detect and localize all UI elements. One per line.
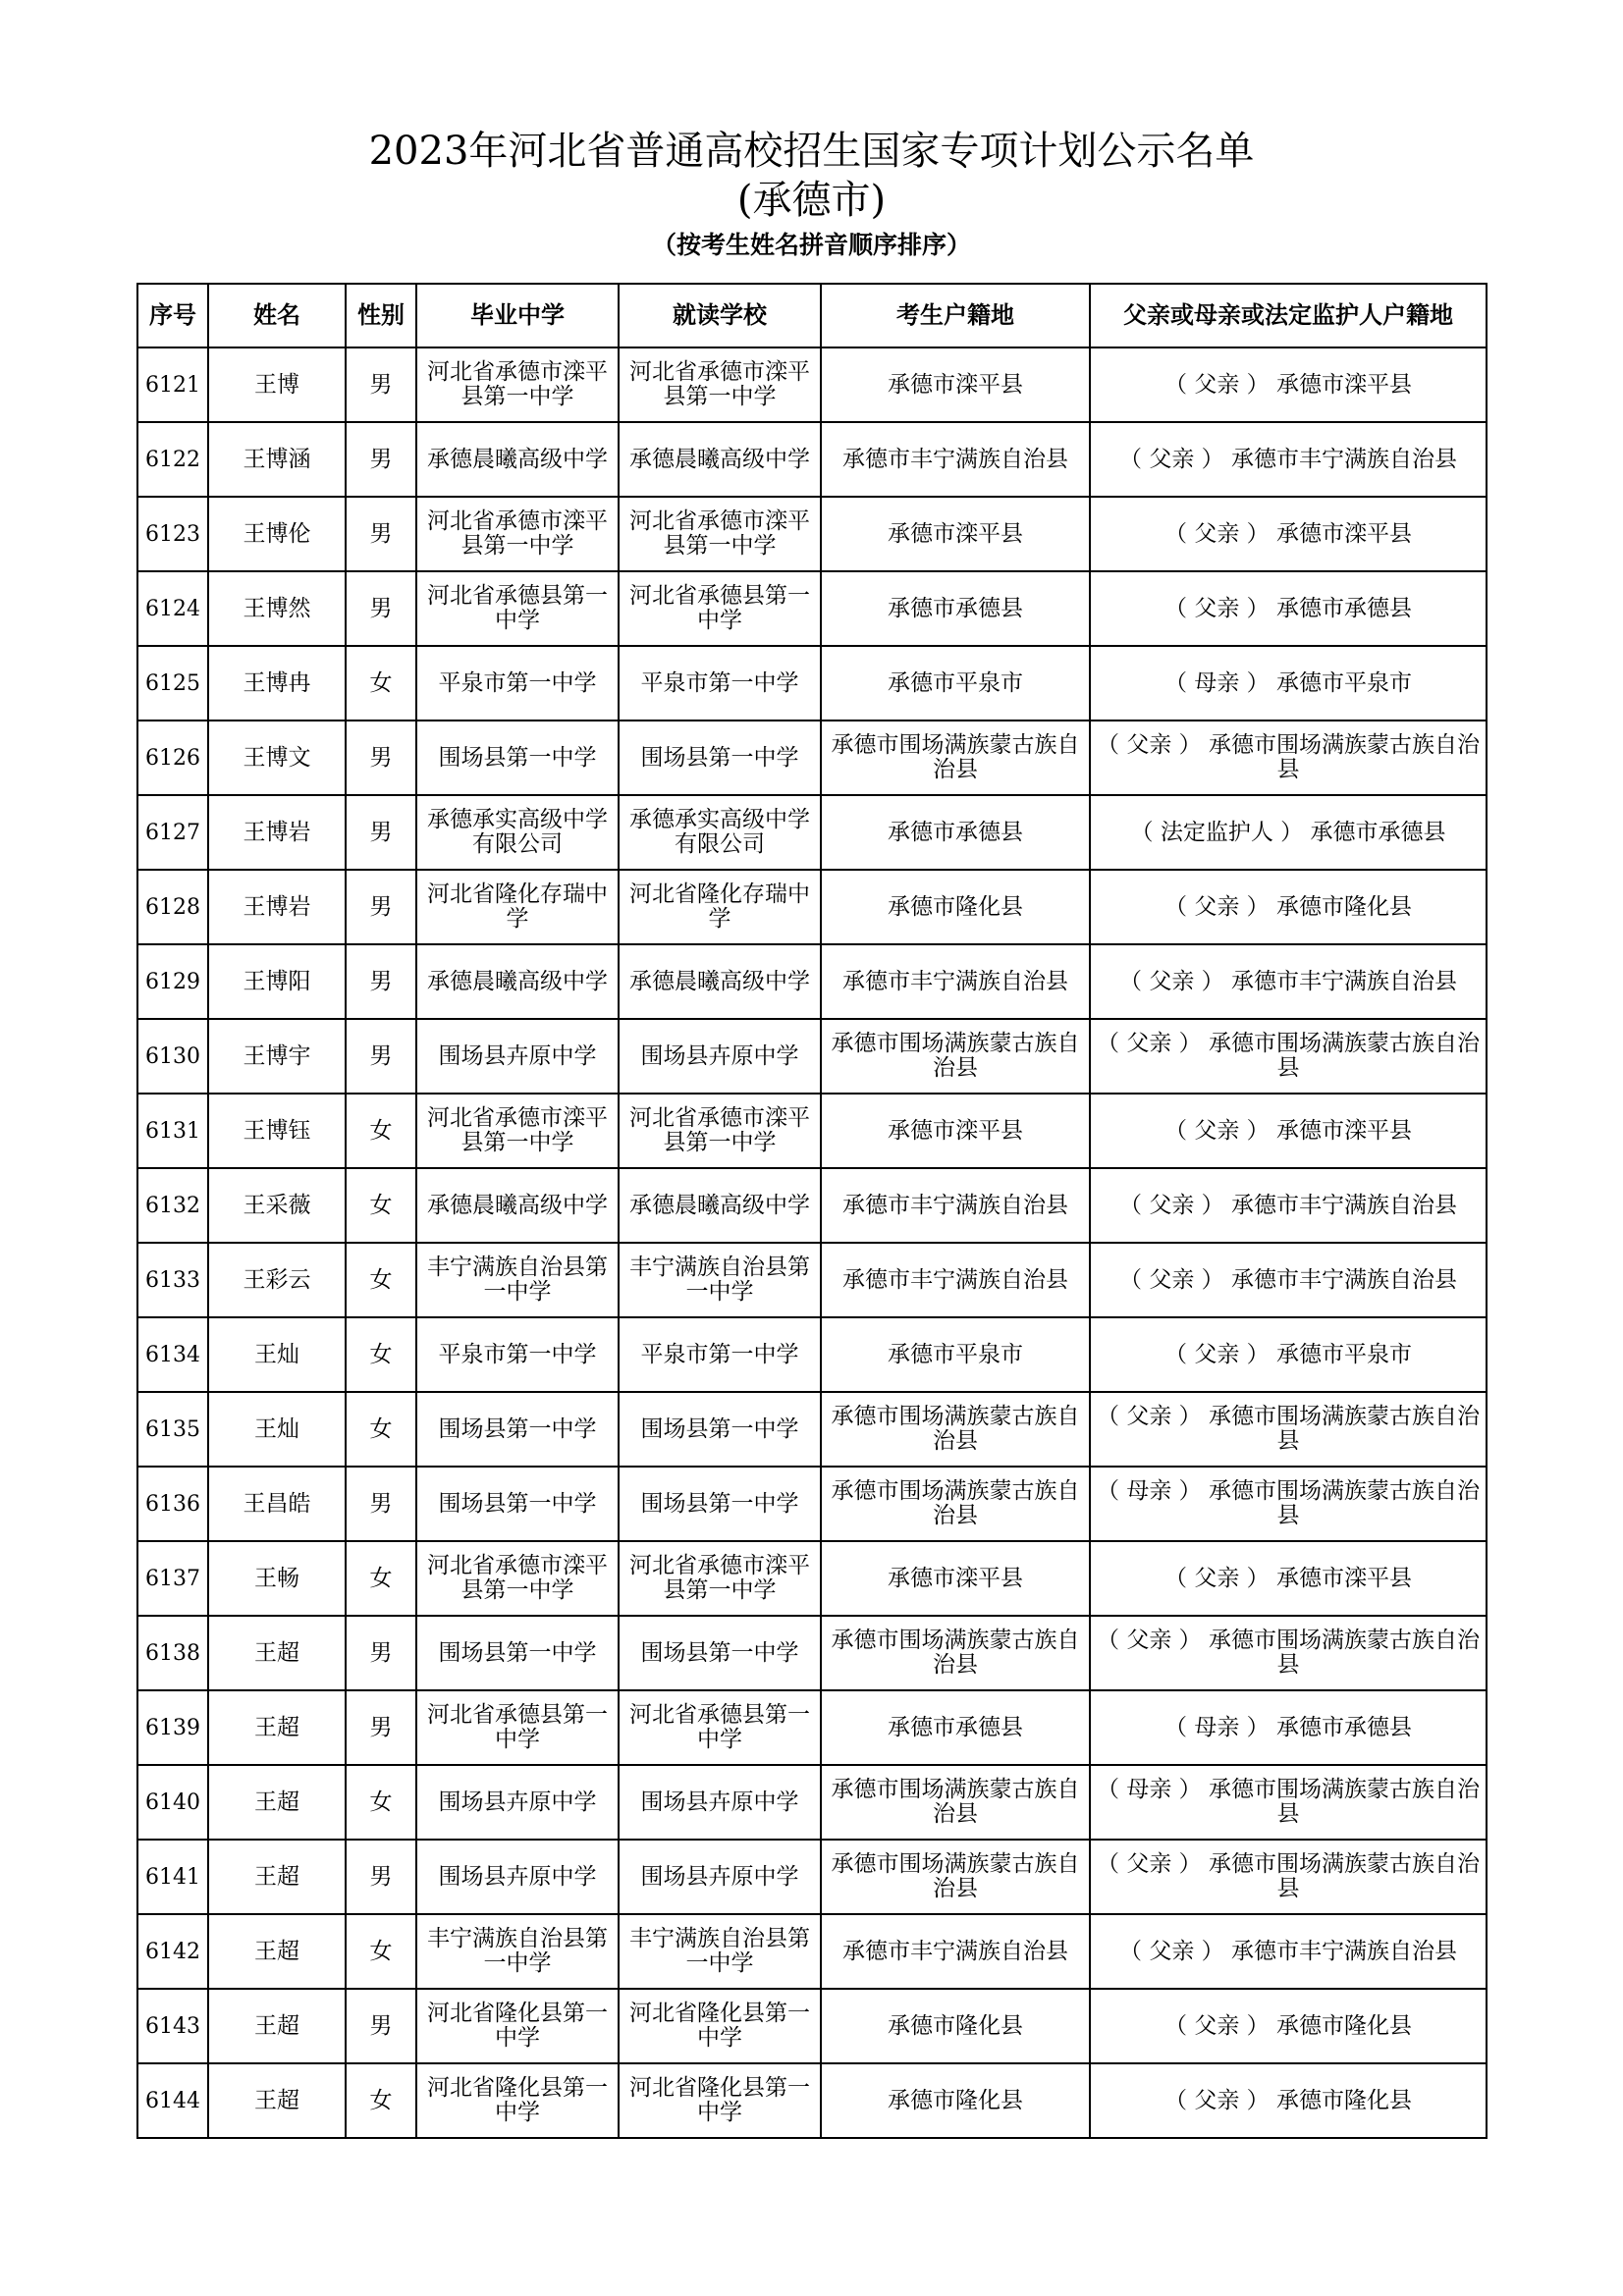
table-row — [137, 1168, 1487, 1243]
cell-gender: 男 — [346, 1989, 416, 2063]
cell-guardian-hukou: （ 父亲 ） 承德市围场满族蒙古族自治县 — [1090, 721, 1487, 795]
cell-seq: 6135 — [137, 1392, 208, 1467]
cell-attending-school: 围场县第一中学 — [619, 1392, 821, 1467]
cell-graduated-school: 河北省隆化县第一中学 — [416, 1989, 619, 2063]
cell-name: 王超 — [208, 2063, 346, 2138]
cell-student-hukou: 承德市丰宁满族自治县 — [821, 1914, 1090, 1989]
cell-student-hukou: 承德市滦平县 — [821, 1541, 1090, 1616]
cell-student-hukou: 承德市滦平县 — [821, 497, 1090, 571]
cell-gender: 女 — [346, 1541, 416, 1616]
table-row — [137, 1467, 1487, 1541]
cell-graduated-school: 承德晨曦高级中学 — [416, 1168, 619, 1243]
cell-guardian-hukou: （ 母亲 ） 承德市平泉市 — [1090, 646, 1487, 721]
cell-gender: 男 — [346, 571, 416, 646]
cell-name: 王超 — [208, 1765, 346, 1840]
header-gender: 性别 — [346, 284, 416, 347]
cell-seq: 6139 — [137, 1690, 208, 1765]
cell-guardian-hukou: （ 父亲 ） 承德市丰宁满族自治县 — [1090, 1914, 1487, 1989]
cell-attending-school: 平泉市第一中学 — [619, 646, 821, 721]
cell-seq: 6130 — [137, 1019, 208, 1094]
cell-attending-school: 河北省承德市滦平县第一中学 — [619, 1541, 821, 1616]
cell-attending-school: 丰宁满族自治县第一中学 — [619, 1914, 821, 1989]
cell-graduated-school: 平泉市第一中学 — [416, 1317, 619, 1392]
cell-graduated-school: 河北省承德市滦平县第一中学 — [416, 347, 619, 422]
cell-graduated-school: 河北省承德县第一中学 — [416, 1690, 619, 1765]
table-row — [137, 1094, 1487, 1168]
cell-gender: 女 — [346, 1168, 416, 1243]
header-student-hukou: 考生户籍地 — [821, 284, 1090, 347]
table-row — [137, 1765, 1487, 1840]
cell-student-hukou: 承德市丰宁满族自治县 — [821, 1168, 1090, 1243]
cell-student-hukou: 承德市围场满族蒙古族自治县 — [821, 1019, 1090, 1094]
cell-guardian-hukou: （ 父亲 ） 承德市围场满族蒙古族自治县 — [1090, 1616, 1487, 1690]
cell-graduated-school: 河北省承德市滦平县第一中学 — [416, 1094, 619, 1168]
table-row — [137, 1989, 1487, 2063]
cell-seq: 6134 — [137, 1317, 208, 1392]
cell-seq: 6127 — [137, 795, 208, 870]
cell-attending-school: 围场县卉原中学 — [619, 1765, 821, 1840]
cell-guardian-hukou: （ 父亲 ） 承德市丰宁满族自治县 — [1090, 1243, 1487, 1317]
cell-seq: 6141 — [137, 1840, 208, 1914]
table-header-row — [137, 284, 1487, 347]
cell-student-hukou: 承德市丰宁满族自治县 — [821, 1243, 1090, 1317]
cell-gender: 女 — [346, 1317, 416, 1392]
table-row — [137, 870, 1487, 944]
table-row — [137, 1914, 1487, 1989]
cell-student-hukou: 承德市平泉市 — [821, 646, 1090, 721]
cell-seq: 6132 — [137, 1168, 208, 1243]
cell-gender: 男 — [346, 944, 416, 1019]
cell-graduated-school: 河北省隆化存瑞中学 — [416, 870, 619, 944]
cell-guardian-hukou: （ 父亲 ） 承德市丰宁满族自治县 — [1090, 1168, 1487, 1243]
cell-gender: 男 — [346, 422, 416, 497]
sort-note: （按考生姓名拼音顺序排序） — [651, 231, 971, 259]
cell-graduated-school: 围场县卉原中学 — [416, 1840, 619, 1914]
cell-name: 王采薇 — [208, 1168, 346, 1243]
cell-graduated-school: 平泉市第一中学 — [416, 646, 619, 721]
cell-name: 王博涵 — [208, 422, 346, 497]
table-row — [137, 2063, 1487, 2138]
cell-name: 王超 — [208, 1616, 346, 1690]
cell-student-hukou: 承德市围场满族蒙古族自治县 — [821, 1616, 1090, 1690]
cell-name: 王灿 — [208, 1317, 346, 1392]
cell-gender: 男 — [346, 1840, 416, 1914]
cell-name: 王畅 — [208, 1541, 346, 1616]
cell-name: 王昌皓 — [208, 1467, 346, 1541]
cell-guardian-hukou: （ 母亲 ） 承德市围场满族蒙古族自治县 — [1090, 1765, 1487, 1840]
cell-seq: 6123 — [137, 497, 208, 571]
cell-guardian-hukou: （ 父亲 ） 承德市隆化县 — [1090, 870, 1487, 944]
cell-name: 王博宇 — [208, 1019, 346, 1094]
cell-guardian-hukou: （ 父亲 ） 承德市隆化县 — [1090, 1989, 1487, 2063]
cell-name: 王博阳 — [208, 944, 346, 1019]
cell-name: 王超 — [208, 1989, 346, 2063]
cell-seq: 6129 — [137, 944, 208, 1019]
table-row — [137, 1840, 1487, 1914]
cell-attending-school: 围场县第一中学 — [619, 721, 821, 795]
cell-student-hukou: 承德市平泉市 — [821, 1317, 1090, 1392]
cell-guardian-hukou: （ 法定监护人 ） 承德市承德县 — [1090, 795, 1487, 870]
cell-attending-school: 承德晨曦高级中学 — [619, 944, 821, 1019]
table-row — [137, 721, 1487, 795]
cell-guardian-hukou: （ 父亲 ） 承德市滦平县 — [1090, 497, 1487, 571]
cell-graduated-school: 丰宁满族自治县第一中学 — [416, 1914, 619, 1989]
cell-graduated-school: 承德承实高级中学有限公司 — [416, 795, 619, 870]
cell-gender: 女 — [346, 1094, 416, 1168]
cell-gender: 女 — [346, 646, 416, 721]
cell-student-hukou: 承德市围场满族蒙古族自治县 — [821, 721, 1090, 795]
cell-seq: 6128 — [137, 870, 208, 944]
cell-attending-school: 承德晨曦高级中学 — [619, 422, 821, 497]
cell-attending-school: 河北省隆化县第一中学 — [619, 1989, 821, 2063]
cell-name: 王博然 — [208, 571, 346, 646]
cell-graduated-school: 围场县第一中学 — [416, 1616, 619, 1690]
cell-seq: 6140 — [137, 1765, 208, 1840]
cell-gender: 女 — [346, 1392, 416, 1467]
cell-graduated-school: 围场县第一中学 — [416, 1392, 619, 1467]
table-row — [137, 944, 1487, 1019]
cell-attending-school: 平泉市第一中学 — [619, 1317, 821, 1392]
table-row — [137, 1243, 1487, 1317]
cell-student-hukou: 承德市隆化县 — [821, 870, 1090, 944]
cell-attending-school: 围场县第一中学 — [619, 1616, 821, 1690]
cell-gender: 男 — [346, 347, 416, 422]
header-attending-school: 就读学校 — [619, 284, 821, 347]
cell-name: 王博岩 — [208, 795, 346, 870]
table-row — [137, 347, 1487, 422]
cell-name: 王超 — [208, 1840, 346, 1914]
cell-seq: 6131 — [137, 1094, 208, 1168]
cell-gender: 男 — [346, 721, 416, 795]
cell-attending-school: 承德晨曦高级中学 — [619, 1168, 821, 1243]
cell-attending-school: 河北省隆化县第一中学 — [619, 2063, 821, 2138]
cell-student-hukou: 承德市承德县 — [821, 795, 1090, 870]
cell-guardian-hukou: （ 父亲 ） 承德市平泉市 — [1090, 1317, 1487, 1392]
cell-seq: 6144 — [137, 2063, 208, 2138]
cell-attending-school: 河北省承德县第一中学 — [619, 1690, 821, 1765]
cell-guardian-hukou: （ 父亲 ） 承德市围场满族蒙古族自治县 — [1090, 1392, 1487, 1467]
cell-student-hukou: 承德市丰宁满族自治县 — [821, 422, 1090, 497]
cell-graduated-school: 河北省隆化县第一中学 — [416, 2063, 619, 2138]
cell-guardian-hukou: （ 父亲 ） 承德市隆化县 — [1090, 2063, 1487, 2138]
cell-graduated-school: 承德晨曦高级中学 — [416, 422, 619, 497]
cell-student-hukou: 承德市隆化县 — [821, 1989, 1090, 2063]
cell-seq: 6136 — [137, 1467, 208, 1541]
cell-name: 王博冉 — [208, 646, 346, 721]
cell-name: 王超 — [208, 1914, 346, 1989]
cell-gender: 男 — [346, 1690, 416, 1765]
cell-graduated-school: 围场县第一中学 — [416, 1467, 619, 1541]
roster-table — [136, 283, 1488, 2139]
cell-student-hukou: 承德市滦平县 — [821, 347, 1090, 422]
cell-guardian-hukou: （ 父亲 ） 承德市丰宁满族自治县 — [1090, 944, 1487, 1019]
cell-graduated-school: 围场县卉原中学 — [416, 1019, 619, 1094]
cell-student-hukou: 承德市围场满族蒙古族自治县 — [821, 1765, 1090, 1840]
cell-seq: 6126 — [137, 721, 208, 795]
cell-guardian-hukou: （ 母亲 ） 承德市承德县 — [1090, 1690, 1487, 1765]
cell-name: 王博文 — [208, 721, 346, 795]
cell-guardian-hukou: （ 父亲 ） 承德市围场满族蒙古族自治县 — [1090, 1019, 1487, 1094]
cell-guardian-hukou: （ 父亲 ） 承德市丰宁满族自治县 — [1090, 422, 1487, 497]
cell-guardian-hukou: （ 父亲 ） 承德市承德县 — [1090, 571, 1487, 646]
header-graduated-school: 毕业中学 — [416, 284, 619, 347]
cell-seq: 6137 — [137, 1541, 208, 1616]
cell-name: 王博钰 — [208, 1094, 346, 1168]
cell-guardian-hukou: （ 父亲 ） 承德市滦平县 — [1090, 1094, 1487, 1168]
cell-guardian-hukou: （ 父亲 ） 承德市滦平县 — [1090, 1541, 1487, 1616]
cell-name: 王灿 — [208, 1392, 346, 1467]
cell-gender: 男 — [346, 1467, 416, 1541]
header-guardian-hukou: 父亲或母亲或法定监护人户籍地 — [1090, 284, 1487, 347]
cell-seq: 6133 — [137, 1243, 208, 1317]
cell-student-hukou: 承德市承德县 — [821, 1690, 1090, 1765]
table-row — [137, 1690, 1487, 1765]
cell-gender: 女 — [346, 1765, 416, 1840]
cell-seq: 6124 — [137, 571, 208, 646]
table-row — [137, 1317, 1487, 1392]
cell-graduated-school: 丰宁满族自治县第一中学 — [416, 1243, 619, 1317]
table-body — [137, 347, 1487, 2138]
cell-name: 王博 — [208, 347, 346, 422]
cell-name: 王博伦 — [208, 497, 346, 571]
cell-gender: 女 — [346, 2063, 416, 2138]
cell-gender: 女 — [346, 1243, 416, 1317]
table-row — [137, 795, 1487, 870]
cell-gender: 男 — [346, 1019, 416, 1094]
cell-attending-school: 河北省隆化存瑞中学 — [619, 870, 821, 944]
cell-graduated-school: 围场县卉原中学 — [416, 1765, 619, 1840]
cell-guardian-hukou: （ 父亲 ） 承德市围场满族蒙古族自治县 — [1090, 1840, 1487, 1914]
table-row — [137, 646, 1487, 721]
cell-gender: 男 — [346, 497, 416, 571]
cell-student-hukou: 承德市滦平县 — [821, 1094, 1090, 1168]
cell-student-hukou: 承德市承德县 — [821, 571, 1090, 646]
cell-seq: 6121 — [137, 347, 208, 422]
cell-student-hukou: 承德市围场满族蒙古族自治县 — [821, 1392, 1090, 1467]
cell-guardian-hukou: （ 父亲 ） 承德市滦平县 — [1090, 347, 1487, 422]
cell-graduated-school: 承德晨曦高级中学 — [416, 944, 619, 1019]
cell-gender: 女 — [346, 1914, 416, 1989]
cell-student-hukou: 承德市围场满族蒙古族自治县 — [821, 1467, 1090, 1541]
cell-attending-school: 承德承实高级中学有限公司 — [619, 795, 821, 870]
table-row — [137, 571, 1487, 646]
cell-gender: 男 — [346, 1616, 416, 1690]
cell-student-hukou: 承德市隆化县 — [821, 2063, 1090, 2138]
cell-attending-school: 河北省承德市滦平县第一中学 — [619, 497, 821, 571]
table-row — [137, 497, 1487, 571]
page-title: 2023年河北省普通高校招生国家专项计划公示名单 — [368, 129, 1255, 174]
table-row — [137, 1019, 1487, 1094]
cell-name: 王彩云 — [208, 1243, 346, 1317]
table-row — [137, 1392, 1487, 1467]
cell-graduated-school: 围场县第一中学 — [416, 721, 619, 795]
header-name: 姓名 — [208, 284, 346, 347]
cell-graduated-school: 河北省承德县第一中学 — [416, 571, 619, 646]
cell-student-hukou: 承德市丰宁满族自治县 — [821, 944, 1090, 1019]
cell-seq: 6125 — [137, 646, 208, 721]
page-subtitle: (承德市) — [736, 178, 887, 223]
cell-name: 王超 — [208, 1690, 346, 1765]
cell-seq: 6143 — [137, 1989, 208, 2063]
header-seq: 序号 — [137, 284, 208, 347]
cell-graduated-school: 河北省承德市滦平县第一中学 — [416, 1541, 619, 1616]
cell-attending-school: 丰宁满族自治县第一中学 — [619, 1243, 821, 1317]
cell-name: 王博岩 — [208, 870, 346, 944]
cell-seq: 6142 — [137, 1914, 208, 1989]
cell-attending-school: 围场县卉原中学 — [619, 1019, 821, 1094]
cell-gender: 男 — [346, 795, 416, 870]
cell-graduated-school: 河北省承德市滦平县第一中学 — [416, 497, 619, 571]
cell-attending-school: 河北省承德市滦平县第一中学 — [619, 347, 821, 422]
cell-gender: 男 — [346, 870, 416, 944]
cell-attending-school: 围场县第一中学 — [619, 1467, 821, 1541]
cell-guardian-hukou: （ 母亲 ） 承德市围场满族蒙古族自治县 — [1090, 1467, 1487, 1541]
table-row — [137, 1541, 1487, 1616]
table-row — [137, 422, 1487, 497]
cell-seq: 6138 — [137, 1616, 208, 1690]
cell-seq: 6122 — [137, 422, 208, 497]
cell-student-hukou: 承德市围场满族蒙古族自治县 — [821, 1840, 1090, 1914]
cell-attending-school: 河北省承德市滦平县第一中学 — [619, 1094, 821, 1168]
cell-attending-school: 河北省承德县第一中学 — [619, 571, 821, 646]
table-row — [137, 1616, 1487, 1690]
cell-attending-school: 围场县卉原中学 — [619, 1840, 821, 1914]
